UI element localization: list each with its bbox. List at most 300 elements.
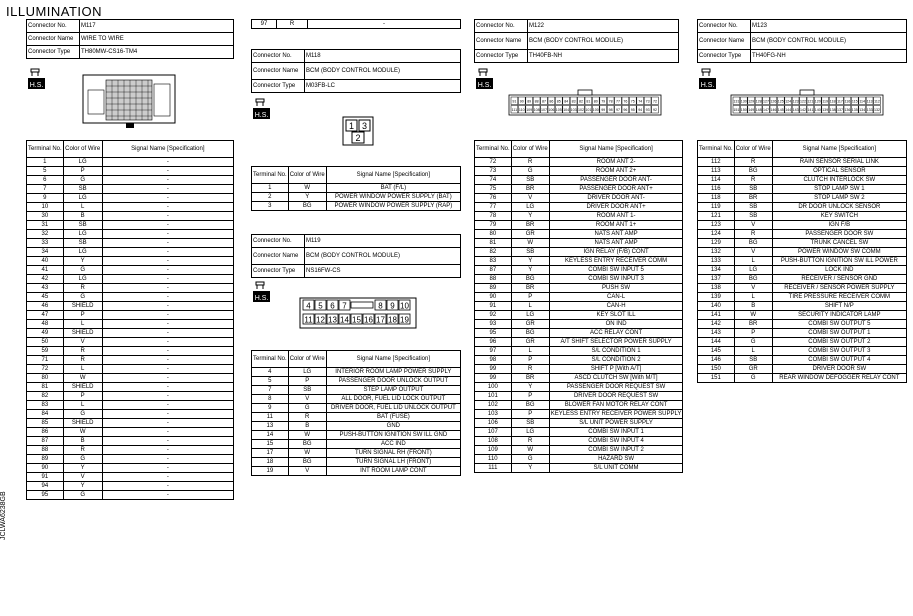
signal-cell: - [102, 221, 233, 230]
signal-cell: COMBI SW INPUT 4 [549, 437, 683, 446]
terminal-cell: 5 [252, 377, 289, 386]
signal-cell: - [102, 167, 233, 176]
table-row [698, 239, 907, 248]
terminal-cell: 89 [27, 455, 64, 464]
table-row [252, 386, 461, 395]
table-row [252, 440, 461, 449]
signal-cell: - [102, 248, 233, 257]
table-row [475, 320, 683, 329]
terminal-cell: 88 [475, 275, 512, 284]
header-color: Color of Wire [288, 167, 326, 184]
table-row [698, 275, 907, 284]
terminal-cell: 116 [698, 185, 735, 194]
terminal-cell: 84 [27, 410, 64, 419]
pin-label: 99 [601, 108, 606, 113]
color-cell: R [511, 158, 549, 167]
color-cell: P [511, 356, 549, 365]
table-row [475, 221, 683, 230]
signal-cell: COMBI SW INPUT 2 [549, 446, 683, 455]
pin-label: 129 [748, 99, 755, 104]
label-connector-name: Connector Name [252, 63, 305, 80]
signal-cell: STEP LAMP OUTPUT [326, 386, 460, 395]
pin-label: 72 [653, 99, 657, 104]
color-cell: SHIELD [63, 383, 102, 392]
signal-cell: LOCK IND [772, 266, 906, 275]
pin-label: 113 [866, 99, 873, 104]
color-cell: BG [734, 239, 772, 248]
hs-icon [253, 280, 270, 300]
pin-label: 89 [527, 99, 532, 104]
signal-cell: - [102, 401, 233, 410]
pin-label: 79 [601, 99, 606, 104]
pin-label: 101 [585, 108, 592, 113]
color-cell: B [63, 212, 102, 221]
pin-label: 3 [361, 121, 368, 131]
hs-icon [699, 67, 716, 87]
terminal-cell: 8 [252, 395, 289, 404]
terminal-cell: 129 [698, 239, 735, 248]
color-cell: LG [63, 275, 102, 284]
color-cell: SB [734, 203, 772, 212]
color-cell: B [63, 437, 102, 446]
signal-cell: DRIVER DOOR REQUEST SW [549, 392, 683, 401]
color-cell: LG [511, 203, 549, 212]
signal-cell: ACC IND [326, 440, 460, 449]
pin-label: 132 [874, 108, 880, 113]
terminal-table-m118 [251, 166, 461, 211]
header-signal: Signal Name [Specification] [549, 141, 683, 158]
table-row [27, 293, 234, 302]
table-row [27, 356, 234, 365]
table-row [698, 320, 907, 329]
color-cell: SB [511, 248, 549, 257]
table-row [475, 230, 683, 239]
pin-label: 135 [851, 108, 858, 113]
signal-cell: - [102, 338, 233, 347]
pin-label: 18 [388, 315, 397, 325]
terminal-cell: 4 [252, 368, 289, 377]
signal-cell: - [102, 257, 233, 266]
table-row [475, 248, 683, 257]
pin-label: 128 [755, 99, 762, 104]
color-cell: L [734, 293, 772, 302]
terminal-cell: 94 [27, 482, 64, 491]
color-cell: BG [288, 202, 326, 211]
color-cell: V [288, 467, 326, 476]
color-cell: W [288, 184, 326, 193]
terminal-cell: 146 [698, 356, 735, 365]
table-row [475, 437, 683, 446]
signal-cell: PASSENGER DOOR SW [772, 230, 906, 239]
signal-cell: NATS ANT AMP [549, 230, 683, 239]
pin-label: 12 [316, 315, 325, 325]
table-row [698, 293, 907, 302]
color-cell: B [288, 422, 326, 431]
terminal-cell: 132 [698, 248, 735, 257]
pin-label: 92 [653, 108, 657, 113]
color-cell: SB [511, 176, 549, 185]
pin-label: 100 [592, 108, 599, 113]
pin-label: 77 [616, 99, 620, 104]
terminal-cell: 82 [475, 248, 512, 257]
pin-label: 11 [304, 315, 313, 325]
terminal-table-m117-cont [251, 19, 461, 29]
terminal-cell: 81 [475, 239, 512, 248]
table-row [27, 302, 234, 311]
signal-cell: PASSENGER DOOR REQUEST SW [549, 383, 683, 392]
table-row [475, 194, 683, 203]
table-row [475, 212, 683, 221]
label-connector-no: Connector No. [475, 20, 528, 33]
signal-cell: ROOM ANT 2+ [549, 167, 683, 176]
table-row [27, 266, 234, 275]
color-cell: W [511, 239, 549, 248]
color-cell: P [63, 167, 102, 176]
table-row [27, 455, 234, 464]
connector-name-value: BCM (BODY CONTROL MODULE) [528, 33, 679, 50]
color-cell: G [734, 338, 772, 347]
table-row [27, 248, 234, 257]
table-row [27, 428, 234, 437]
color-cell: GR [734, 365, 772, 374]
terminal-cell: 99 [475, 374, 512, 383]
color-cell: W [511, 446, 549, 455]
table-row [27, 275, 234, 284]
color-cell: LG [511, 311, 549, 320]
terminal-cell: 89 [475, 284, 512, 293]
color-cell: G [511, 167, 549, 176]
color-cell: SB [734, 212, 772, 221]
table-row [475, 284, 683, 293]
terminal-cell: 81 [27, 383, 64, 392]
table-row [27, 338, 234, 347]
terminal-cell: 118 [698, 194, 735, 203]
table-row [475, 374, 683, 383]
table-row [252, 431, 461, 440]
pin-label: 140 [814, 108, 821, 113]
pin-label: 123 [792, 99, 799, 104]
color-cell: SHIELD [63, 419, 102, 428]
terminal-cell: 3 [252, 202, 289, 211]
pin-label: 98 [608, 108, 613, 113]
table-row [475, 410, 683, 419]
hs-icon [28, 67, 45, 87]
signal-cell: COMBI SW INPUT 1 [549, 428, 683, 437]
connector-no-value: M117 [80, 20, 234, 33]
terminal-cell: 40 [27, 257, 64, 266]
terminal-table-m122 [474, 140, 683, 473]
color-cell: LG [734, 266, 772, 275]
connector-m118 [251, 49, 461, 93]
connector-name-value: WIRE TO WIRE [80, 33, 234, 46]
terminal-cell: 19 [252, 467, 289, 476]
terminal-cell: 83 [475, 257, 512, 266]
color-cell: Y [511, 212, 549, 221]
table-row [252, 193, 461, 202]
color-cell: V [734, 221, 772, 230]
pin-label: 76 [623, 99, 628, 104]
signal-cell: BAT (FUSE) [326, 413, 460, 422]
signal-cell: S/L UNIT COMM [549, 464, 683, 473]
color-cell: L [63, 401, 102, 410]
color-cell: Y [63, 464, 102, 473]
table-row [27, 230, 234, 239]
table-row [698, 167, 907, 176]
header-signal: Signal Name [Specification] [326, 351, 460, 368]
hs-icon [253, 97, 270, 117]
color-cell: LG [63, 194, 102, 203]
color-cell: LG [63, 248, 102, 257]
pin-label: 86 [549, 99, 554, 104]
pin-label: 121 [807, 99, 814, 104]
color-cell: W [734, 311, 772, 320]
page-title: ILLUMINATION [6, 4, 103, 19]
connector-latch [578, 90, 592, 95]
color-cell: L [511, 347, 549, 356]
pin-label: 114 [859, 99, 866, 104]
pin-label: 84 [564, 99, 569, 104]
table-row [27, 185, 234, 194]
color-cell: Y [63, 482, 102, 491]
header-color: Color of Wire [511, 141, 549, 158]
label-connector-type: Connector Type [698, 50, 751, 63]
terminal-cell: 142 [698, 320, 735, 329]
signal-cell: ALL DOOR, FUEL LID LOCK OUTPUT [326, 395, 460, 404]
table-row [27, 437, 234, 446]
terminal-cell: 59 [27, 347, 64, 356]
table-row [27, 392, 234, 401]
terminal-cell: 145 [698, 347, 735, 356]
signal-cell: - [102, 464, 233, 473]
terminal-cell: 1 [252, 184, 289, 193]
header-signal: Signal Name [Specification] [102, 141, 233, 158]
color-cell: BR [511, 374, 549, 383]
signal-cell: S/L CONDITION 2 [549, 356, 683, 365]
terminal-cell: 98 [475, 356, 512, 365]
terminal-cell: 103 [475, 410, 512, 419]
color-cell: P [734, 329, 772, 338]
terminal-cell: 14 [252, 431, 289, 440]
connector-name-value: BCM (BODY CONTROL MODULE) [305, 63, 461, 80]
pin-label: 150 [740, 108, 747, 113]
color-cell: W [63, 374, 102, 383]
signal-cell: - [102, 446, 233, 455]
connector-m122-face [508, 89, 662, 122]
color-cell: W [288, 431, 326, 440]
pin-label: 138 [829, 108, 836, 113]
signal-cell: KEYLESS ENTRY RECEIVER POWER SUPPLY [550, 411, 682, 417]
color-cell: BG [288, 440, 326, 449]
label-connector-type: Connector Type [475, 50, 528, 63]
terminal-cell: 139 [698, 293, 735, 302]
color-cell: R [734, 230, 772, 239]
table-row [475, 401, 683, 410]
color-cell: G [63, 176, 102, 185]
terminal-cell: 110 [475, 455, 512, 464]
signal-cell: INT ROOM LAMP CONT [326, 467, 460, 476]
color-cell: SB [63, 221, 102, 230]
pin-label: 73 [645, 99, 650, 104]
table-row [27, 320, 234, 329]
signal-cell: OPTICAL SENSOR [772, 167, 906, 176]
color-cell: BG [734, 275, 772, 284]
pin-label: 108 [533, 108, 540, 113]
signal-cell: - [102, 158, 233, 167]
signal-cell: - [102, 212, 233, 221]
pin-label: 116 [844, 99, 851, 104]
color-cell: R [734, 176, 772, 185]
table-row [27, 284, 234, 293]
table-row [698, 176, 907, 185]
color-cell: R [288, 413, 326, 422]
pin-label: 13 [328, 315, 337, 325]
color-cell: W [63, 428, 102, 437]
terminal-table-m119 [251, 350, 461, 476]
color-cell: P [63, 311, 102, 320]
signal-cell: - [102, 455, 233, 464]
terminal-cell: 48 [27, 320, 64, 329]
table-row [698, 338, 907, 347]
signal-cell: - [102, 302, 233, 311]
pin-label: 117 [837, 99, 843, 104]
color-cell: Y [511, 257, 549, 266]
pin-label: 124 [785, 99, 792, 104]
color-cell: SHIELD [63, 302, 102, 311]
signal-cell: - [102, 437, 233, 446]
signal-cell: - [102, 239, 233, 248]
pin-label: 125 [777, 99, 784, 104]
connector-latch [800, 90, 814, 95]
terminal-cell: 30 [27, 212, 64, 221]
pin-label: 94 [638, 108, 643, 113]
color-cell: G [63, 410, 102, 419]
pin-label: 75 [630, 99, 635, 104]
signal-cell: PASSENGER DOOR ANT- [549, 176, 683, 185]
table-row [475, 428, 683, 437]
pin-label: 17 [376, 315, 385, 325]
pin-label: 118 [829, 99, 836, 104]
table-row [698, 302, 907, 311]
table-row [475, 239, 683, 248]
header-color: Color of Wire [63, 141, 102, 158]
signal-cell: ACC RELAY CONT [549, 329, 683, 338]
signal-cell: HAZARD SW [549, 455, 683, 464]
color-cell: L [511, 302, 549, 311]
color-cell: P [511, 410, 549, 419]
terminal-cell: 144 [698, 338, 735, 347]
terminal-cell: 143 [698, 329, 735, 338]
label-connector-name: Connector Name [252, 248, 305, 265]
color-cell: R [511, 365, 549, 374]
color-cell: P [288, 377, 326, 386]
color-cell: BR [734, 320, 772, 329]
table-row [27, 374, 234, 383]
signal-cell: PASSENGER DOOR ANT+ [549, 185, 683, 194]
signal-cell: - [102, 284, 233, 293]
pin-label: 137 [837, 108, 843, 113]
signal-cell: - [102, 482, 233, 491]
connector-no-value: M123 [751, 20, 907, 33]
table-row [252, 458, 461, 467]
signal-cell: KEY SWITCH [772, 212, 906, 221]
signal-cell: - [102, 293, 233, 302]
terminal-cell: 86 [27, 428, 64, 437]
terminal-cell: 91 [475, 302, 512, 311]
terminal-cell: 101 [475, 392, 512, 401]
terminal-cell: 76 [475, 194, 512, 203]
color-cell: LG [63, 158, 102, 167]
terminal-cell: 9 [252, 404, 289, 413]
signal-cell: STOP LAMP SW 2 [772, 194, 906, 203]
terminal-cell: 133 [698, 257, 735, 266]
table-row [698, 347, 907, 356]
table-row [698, 311, 907, 320]
table-row [698, 230, 907, 239]
signal-cell: IGN F/B [772, 221, 906, 230]
pin-label: 8 [378, 301, 383, 311]
pin-label: 2 [355, 133, 361, 143]
pin-label: 139 [822, 108, 829, 113]
terminal-cell: 34 [27, 248, 64, 257]
pin-label: 4 [306, 301, 311, 311]
color-cell: BG [288, 458, 326, 467]
terminal-cell: 72 [27, 365, 64, 374]
table-row [475, 338, 683, 347]
table-row [27, 383, 234, 392]
connector-no-value: M122 [528, 20, 679, 33]
connector-type-value: TH40FB-NH [528, 50, 679, 63]
connector-no-value: M119 [305, 235, 461, 248]
signal-cell: DRIVER DOOR, FUEL LID UNLOCK OUTPUT [326, 404, 460, 413]
pin-label: 144 [785, 108, 792, 113]
table-row [475, 266, 683, 275]
terminal-cell: 109 [475, 446, 512, 455]
terminal-cell: 78 [475, 212, 512, 221]
terminal-cell: 77 [475, 203, 512, 212]
pin-label: 7 [342, 301, 347, 311]
table-row [475, 257, 683, 266]
signal-cell: TURN SIGNAL LH (FRONT) [326, 458, 460, 467]
terminal-cell: 106 [475, 419, 512, 428]
table-row [27, 482, 234, 491]
color-cell: BR [511, 221, 549, 230]
hs-icon [476, 67, 493, 87]
svg-text:H.S.: H.S. [254, 112, 269, 119]
pin-label: 1 [348, 121, 355, 131]
connector-no-value: M118 [305, 50, 461, 63]
table-row [252, 395, 461, 404]
pin-label: 147 [763, 108, 769, 113]
connector-m119 [251, 234, 461, 278]
signal-cell: - [102, 491, 233, 500]
table-row [252, 422, 461, 431]
color-cell: SB [63, 185, 102, 194]
signal-cell: COMBI SW OUTPUT 2 [772, 338, 906, 347]
table-row [27, 401, 234, 410]
pin-label: 10 [400, 301, 409, 311]
header-color: Color of Wire [288, 351, 326, 368]
signal-cell: RECEIVER / SENSOR GND [772, 275, 906, 284]
table-row [252, 202, 461, 211]
signal-cell: - [102, 185, 233, 194]
color-cell: BR [511, 284, 549, 293]
signal-cell: ROOM ANT 1- [549, 212, 683, 221]
color-cell: R [63, 347, 102, 356]
connector-m119-face [299, 297, 417, 334]
terminal-cell: 100 [475, 383, 512, 392]
key-slot [351, 302, 373, 308]
terminal-cell: 10 [27, 203, 64, 212]
